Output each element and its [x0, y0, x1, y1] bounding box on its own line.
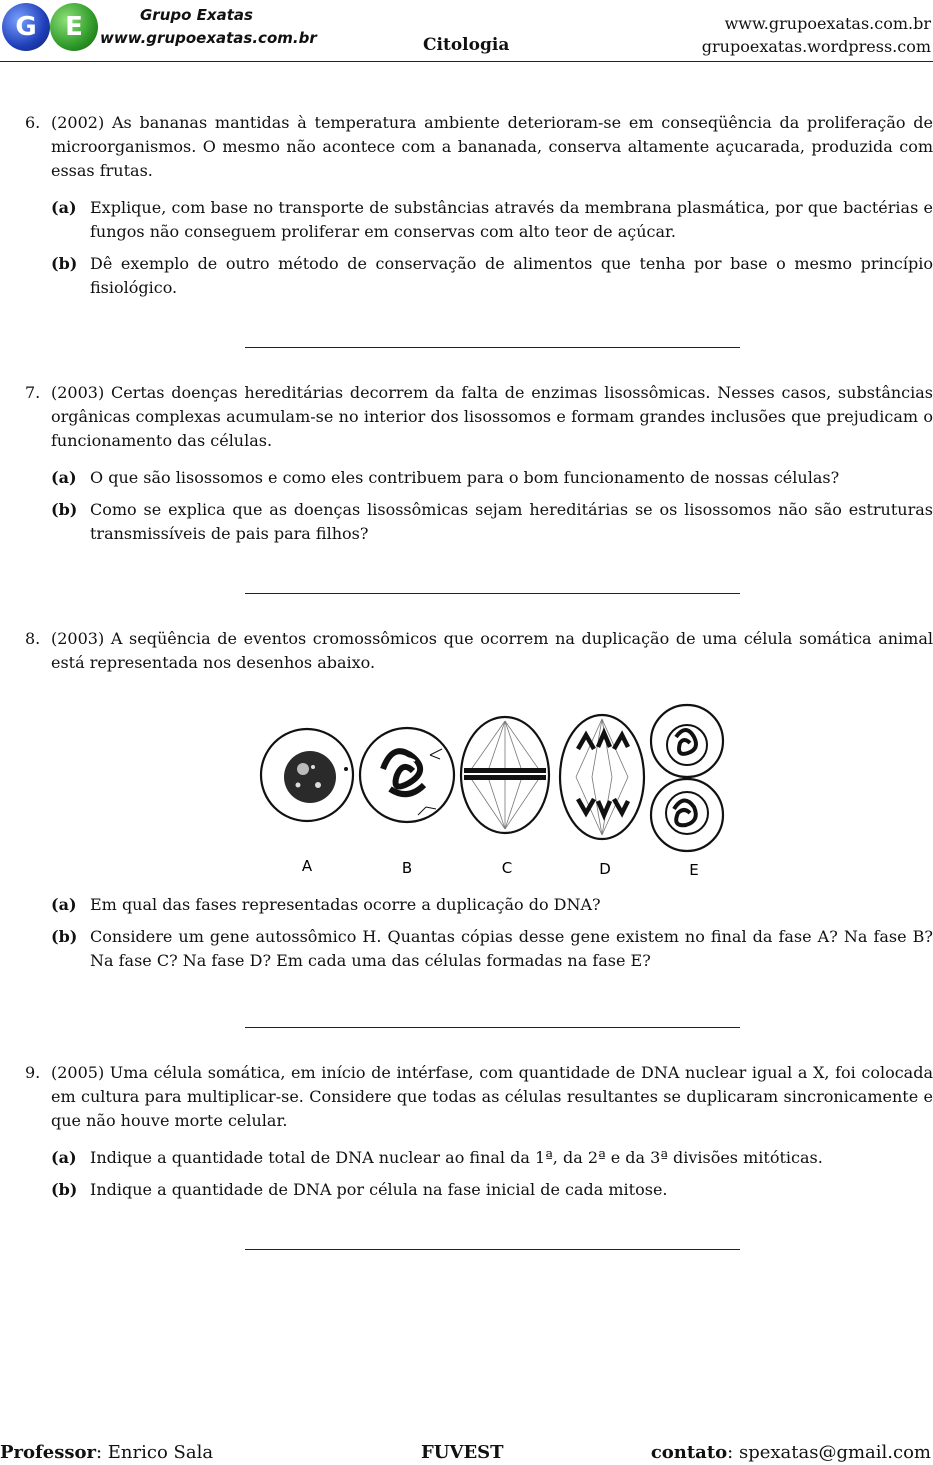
professor-name: : Enrico Sala [95, 1442, 214, 1463]
item-label: (b) [51, 254, 78, 273]
item-label: (b) [51, 1180, 78, 1199]
item-label: (a) [51, 1148, 77, 1167]
question-6 [25, 111, 933, 308]
question-8 [25, 627, 933, 675]
separator [245, 1249, 740, 1250]
question-number: 8. [25, 629, 41, 648]
question-item [51, 196, 933, 244]
item-label: (b) [51, 927, 78, 946]
separator [245, 1027, 740, 1028]
page-title: Citologia [423, 35, 510, 55]
question-7 [25, 381, 933, 554]
question-number: 7. [25, 383, 41, 402]
question-item [51, 466, 933, 490]
question-number: 9. [25, 1063, 41, 1082]
brand-url[interactable]: www.grupoexatas.com.br [100, 29, 317, 47]
item-text: Explique, com base no transporte de substâncias através da membrana plasmática, por que bactérias e fungos não conseguem proliferar em conservas com alto teor de açúcar. [90, 198, 933, 241]
footer-professor [0, 1442, 213, 1463]
blog-link[interactable]: grupoexatas.wordpress.com [701, 37, 931, 56]
figure-label: A [301, 857, 313, 875]
question-item [51, 1146, 933, 1170]
figure-label: C [501, 859, 513, 877]
item-label: (a) [51, 468, 77, 487]
item-text: O que são lisossomos e como eles contribuem para o bom funcionamento de nossas células? [90, 468, 840, 487]
item-label: (b) [51, 500, 78, 519]
item-text: Indique a quantidade total de DNA nuclear ao final da 1ª, da 2ª e da 3ª divisões mitóticas. [90, 1148, 823, 1167]
footer-exam: FUVEST [421, 1442, 504, 1463]
figure-label: B [401, 859, 413, 877]
item-text: Em qual das fases representadas ocorre a duplicação do DNA? [90, 895, 601, 914]
mitosis-figure [258, 697, 728, 879]
item-label: (a) [51, 198, 77, 217]
question-9 [25, 1061, 933, 1210]
separator [245, 593, 740, 594]
separator [245, 347, 740, 348]
question-item [51, 1178, 933, 1202]
item-text: Como se explica que as doenças lisossômicas sejam hereditárias se os lisossomos não são estruturas transmissíveis de pais para filhos? [90, 500, 933, 543]
question-number: 6. [25, 113, 41, 132]
contact-email[interactable]: : spexatas@gmail.com [727, 1442, 931, 1463]
logo-g-icon: G [2, 3, 50, 51]
question-item [51, 893, 933, 917]
question-stem: (2003) A seqüência de eventos cromossômicos que ocorrem na duplicação de uma célula somática animal está representada nos desenhos abaixo. [51, 629, 933, 672]
professor-label: Professor [0, 1442, 96, 1463]
header-links [702, 12, 931, 58]
question-stem: (2002) As bananas mantidas à temperatura ambiente deterioram-se em conseqüência da proliferação de microorganismos. O mesmo não acontece com a bananada, conserva altamente açucarada, produzida com essas frutas. [51, 113, 933, 180]
cell-c [461, 717, 549, 833]
item-text: Dê exemplo de outro método de conservação de alimentos que tenha por base o mesmo princípio fisiológico. [90, 254, 933, 297]
figure-label: D [599, 860, 611, 878]
question-item [51, 925, 933, 973]
figure-label: E [689, 861, 699, 879]
logo-e-icon: E [50, 3, 98, 51]
question-stem: (2005) Uma célula somática, em início de intérfase, com quantidade de DNA nuclear igual a X, foi colocada em cultura para multiplicar-se. Considere que todas as células resultantes se duplicaram sincronicamente e que não houve morte celular. [51, 1063, 933, 1130]
site-link[interactable]: www.grupoexatas.com.br [724, 14, 931, 33]
brand-title: Grupo Exatas [140, 6, 253, 24]
contact-label: contato [650, 1442, 728, 1463]
item-text: Indique a quantidade de DNA por célula na fase inicial de cada mitose. [90, 1180, 668, 1199]
question-8-items [25, 893, 933, 981]
question-item [51, 252, 933, 300]
item-label: (a) [51, 895, 77, 914]
footer-contact [651, 1442, 931, 1463]
header-divider [0, 61, 933, 62]
item-text: Considere um gene autossômico H. Quantas cópias desse gene existem no final da fase A? Na fase B? Na fase C? Na fase D? Em cada uma das células formadas na fase E? [90, 927, 933, 970]
question-item [51, 498, 933, 546]
question-stem: (2003) Certas doenças hereditárias decorrem da falta de enzimas lisossômicas. Nesses casos, substâncias orgânicas complexas acumulam-se no interior dos lisossomos e formam grandes inclusões que prejudicam o funcionamento das células. [51, 383, 933, 450]
